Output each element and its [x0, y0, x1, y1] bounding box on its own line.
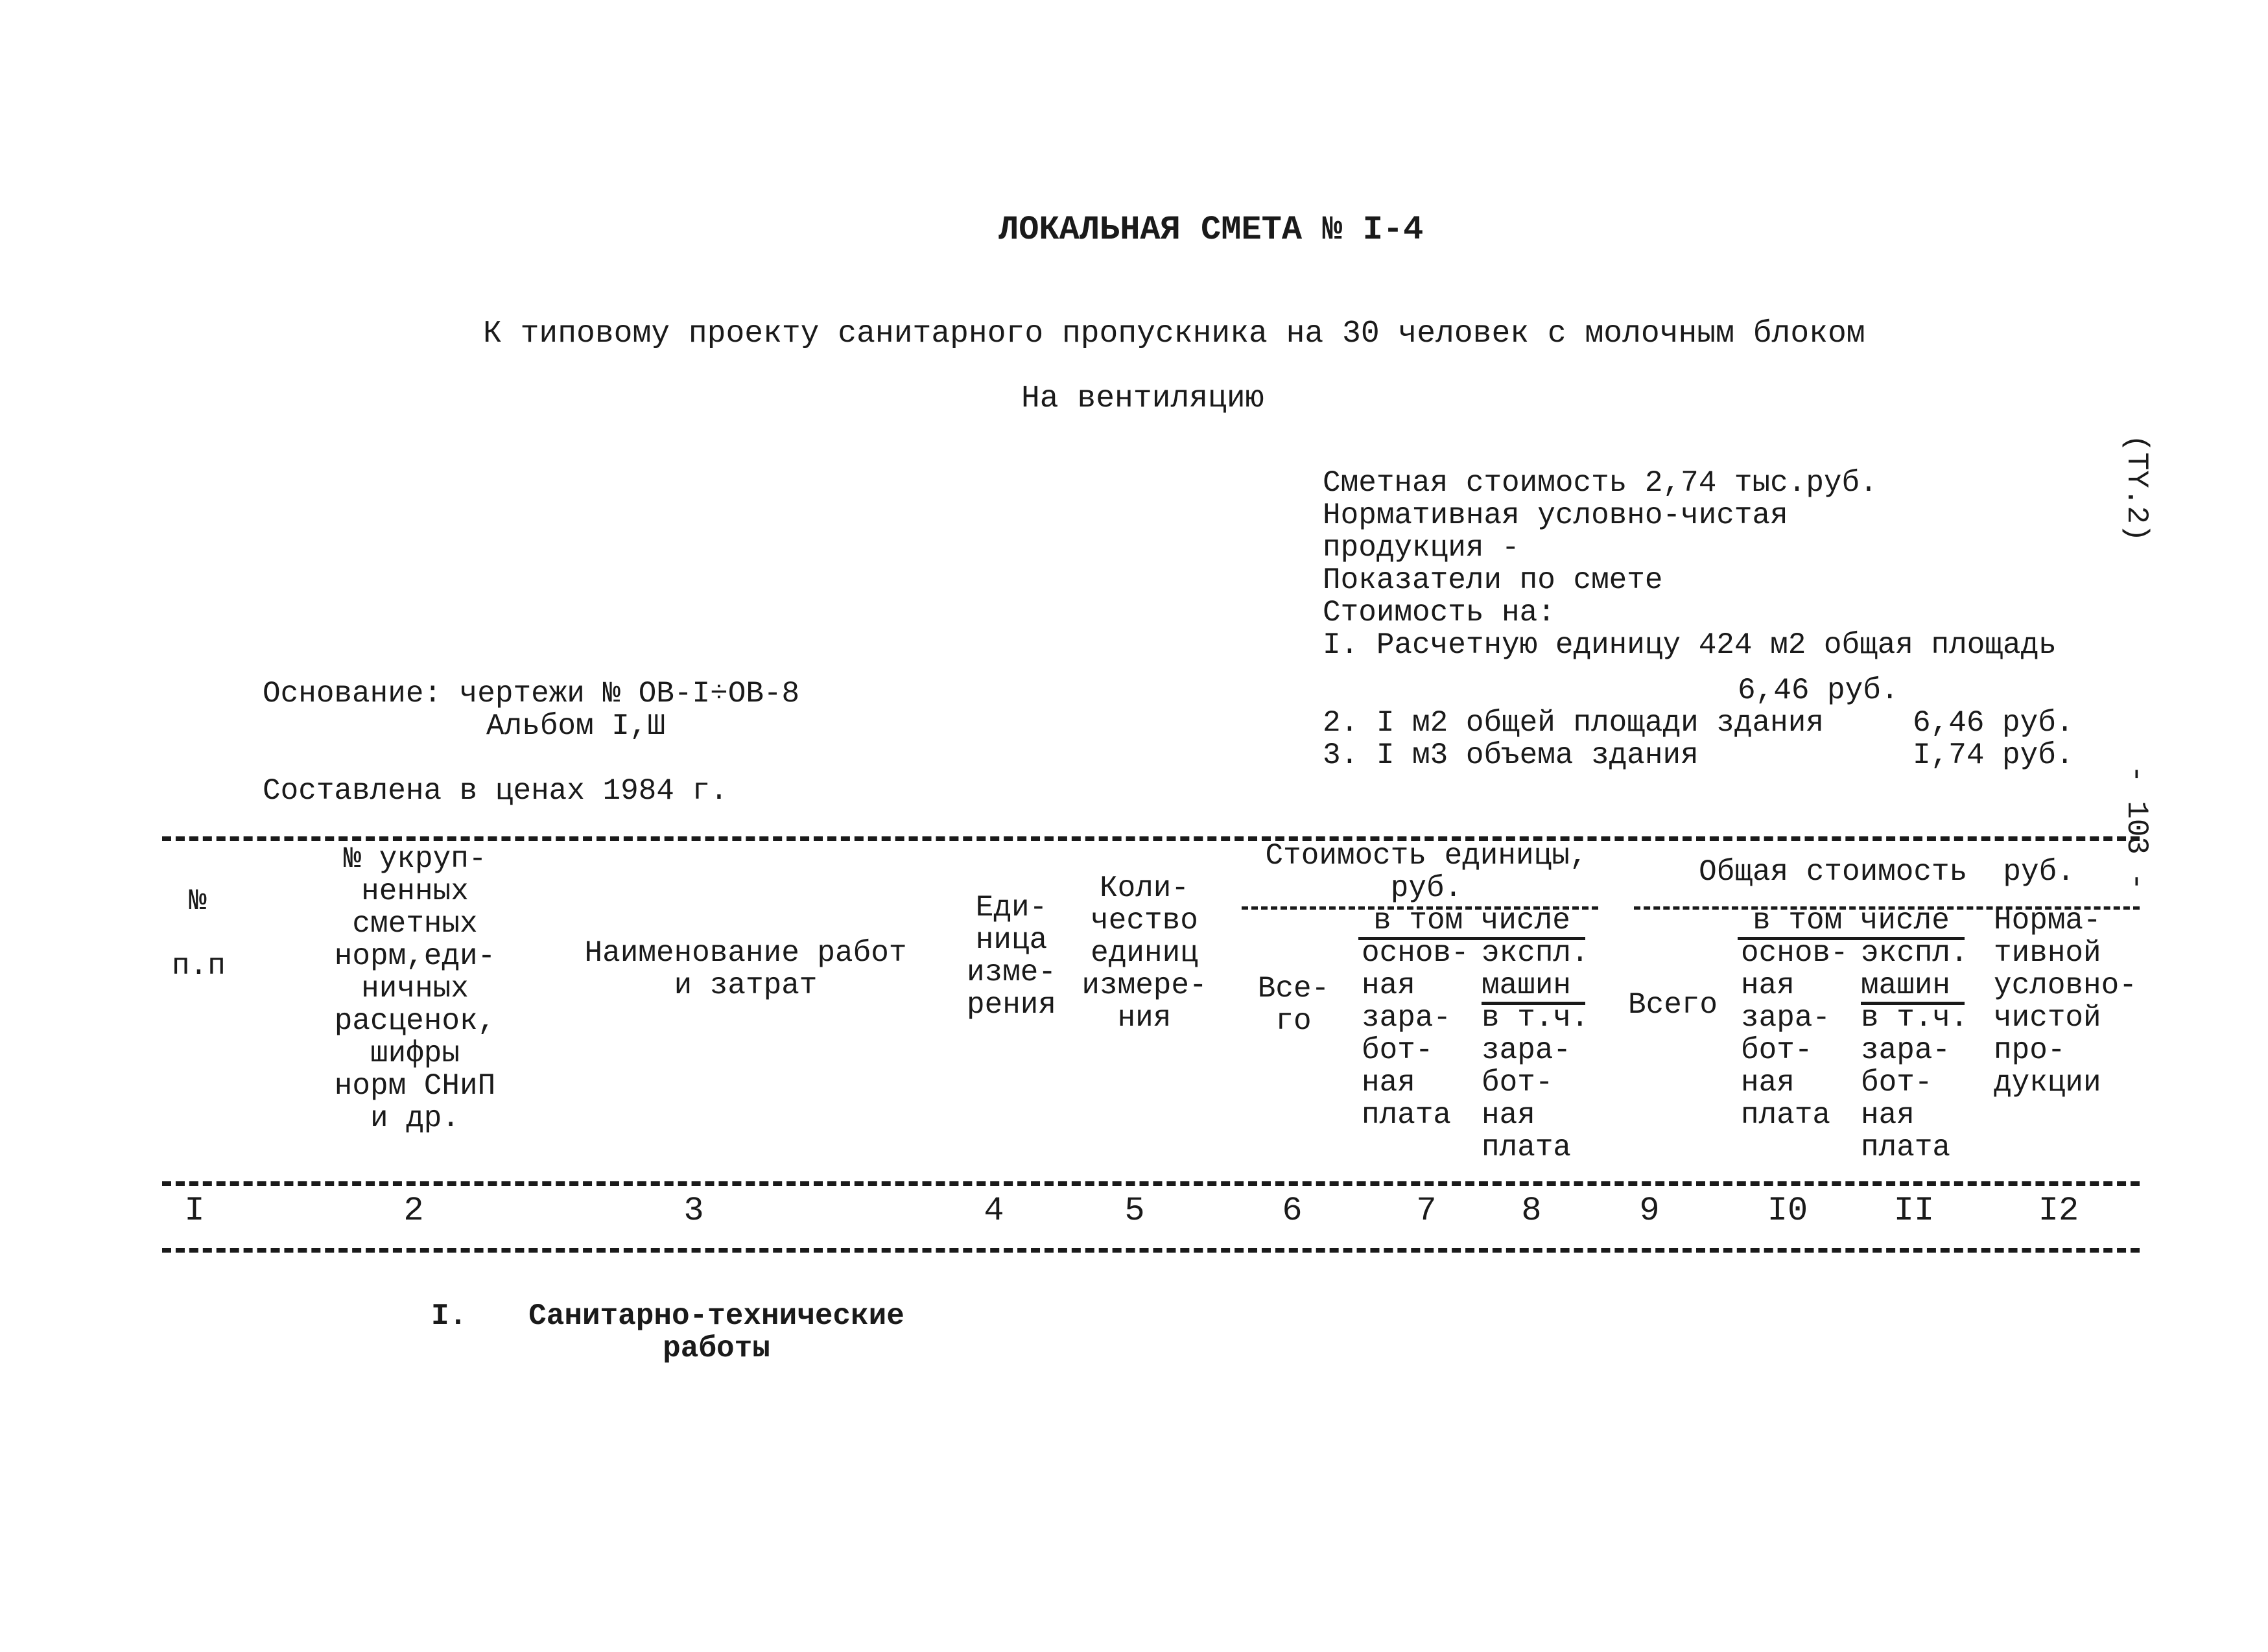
colnum-9: 9: [1639, 1192, 1660, 1230]
header-col-7: основ- ная зара- бот- ная плата: [1362, 936, 1469, 1132]
header-bottom-rule: [162, 1181, 2140, 1186]
colnum-8: 8: [1521, 1192, 1542, 1230]
colnum-5: 5: [1124, 1192, 1145, 1230]
colnum-3: 3: [683, 1192, 704, 1230]
side-mark-bottom: - 103 -: [2120, 765, 2153, 891]
header-col-8: экспл. машин в т.ч. зара- бот- ная плата: [1482, 936, 1589, 1164]
section-number: I.: [431, 1299, 467, 1333]
document-title: ЛОКАЛЬНАЯ СМЕТА № I-4: [998, 211, 1424, 249]
column-number-bottom-rule: [162, 1248, 2140, 1253]
summary-item-1-value: 6,46 руб.: [1738, 674, 1899, 707]
colnum-7: 7: [1416, 1192, 1437, 1230]
basis-prices: Составлена в ценах 1984 г.: [263, 774, 728, 808]
header-col-2: № укруп- ненных сметных норм,еди- ничных расценок, шифры норм СНиП и др.: [334, 842, 496, 1135]
summary-indicators: Показатели по смете: [1323, 563, 1663, 597]
side-mark-top: (TY.2): [2120, 434, 2153, 542]
header-total-cost: Общая стоимость руб.: [1699, 855, 2075, 889]
header-incl-7-8: в том числе: [1373, 904, 1570, 938]
colnum-11: II: [1893, 1192, 1935, 1230]
table-top-rule: [162, 836, 2140, 841]
section-title: Санитарно-технические работы: [528, 1299, 904, 1365]
header-col-10: основ- ная зара- бот- ная плата: [1741, 936, 1849, 1132]
document-subtitle: К типовому проекту санитарного пропускника на 30 человек с молочным блоком: [483, 316, 1865, 351]
header-incl-10-11: в том числе: [1753, 904, 1950, 938]
basis-album: Альбом I,Ш: [486, 709, 666, 743]
colnum-2: 2: [403, 1192, 424, 1230]
header-col-1: № п.п: [172, 884, 226, 983]
col-8-underline: [1482, 1002, 1585, 1005]
header-col-6: Все- го: [1257, 972, 1330, 1038]
summary-production: продукция -: [1323, 531, 1520, 565]
summary-cost-per: Стоимость на:: [1323, 596, 1555, 630]
header-col-11: экспл. машин в т.ч. зара- бот- ная плата: [1861, 936, 1968, 1164]
document-subject: На вентиляцию: [1021, 381, 1264, 416]
basis-drawings: Основание: чертежи № ОВ-I÷ОВ-8: [263, 677, 800, 711]
summary-item-3-value: I,74 руб.: [1913, 738, 2074, 772]
colnum-4: 4: [984, 1192, 1004, 1230]
summary-estimated-cost: Сметная стоимость 2,74 тыс.руб.: [1323, 466, 1878, 500]
summary-item-2-value: 6,46 руб.: [1913, 706, 2074, 740]
summary-item-1: I. Расчетную единицу 424 м2 общая площадь: [1323, 628, 2057, 662]
header-col-4: Еди- ница изме- рения: [966, 891, 1057, 1022]
summary-item-2-label: 2. I м2 общей площади здания: [1323, 706, 1824, 740]
summary-normative-label: Нормативная условно-чистая: [1323, 499, 1788, 532]
colnum-10: I0: [1767, 1192, 1808, 1230]
col-11-underline: [1861, 1002, 1965, 1005]
header-unit-cost: Стоимость единицы, руб.: [1265, 839, 1588, 905]
colnum-12: I2: [2038, 1192, 2079, 1230]
summary-item-3-label: 3. I м3 объема здания: [1323, 738, 1699, 772]
colnum-1: I: [184, 1192, 205, 1230]
header-col-12: Норма- тивной условно- чистой про- дукции: [1994, 904, 2137, 1100]
header-col-3: Наименование работ и затрат: [584, 936, 907, 1002]
colnum-6: 6: [1282, 1192, 1303, 1230]
header-col-5: Коли- чество единиц измере- ния: [1081, 871, 1207, 1035]
header-col-9: Всего: [1627, 988, 1718, 1022]
